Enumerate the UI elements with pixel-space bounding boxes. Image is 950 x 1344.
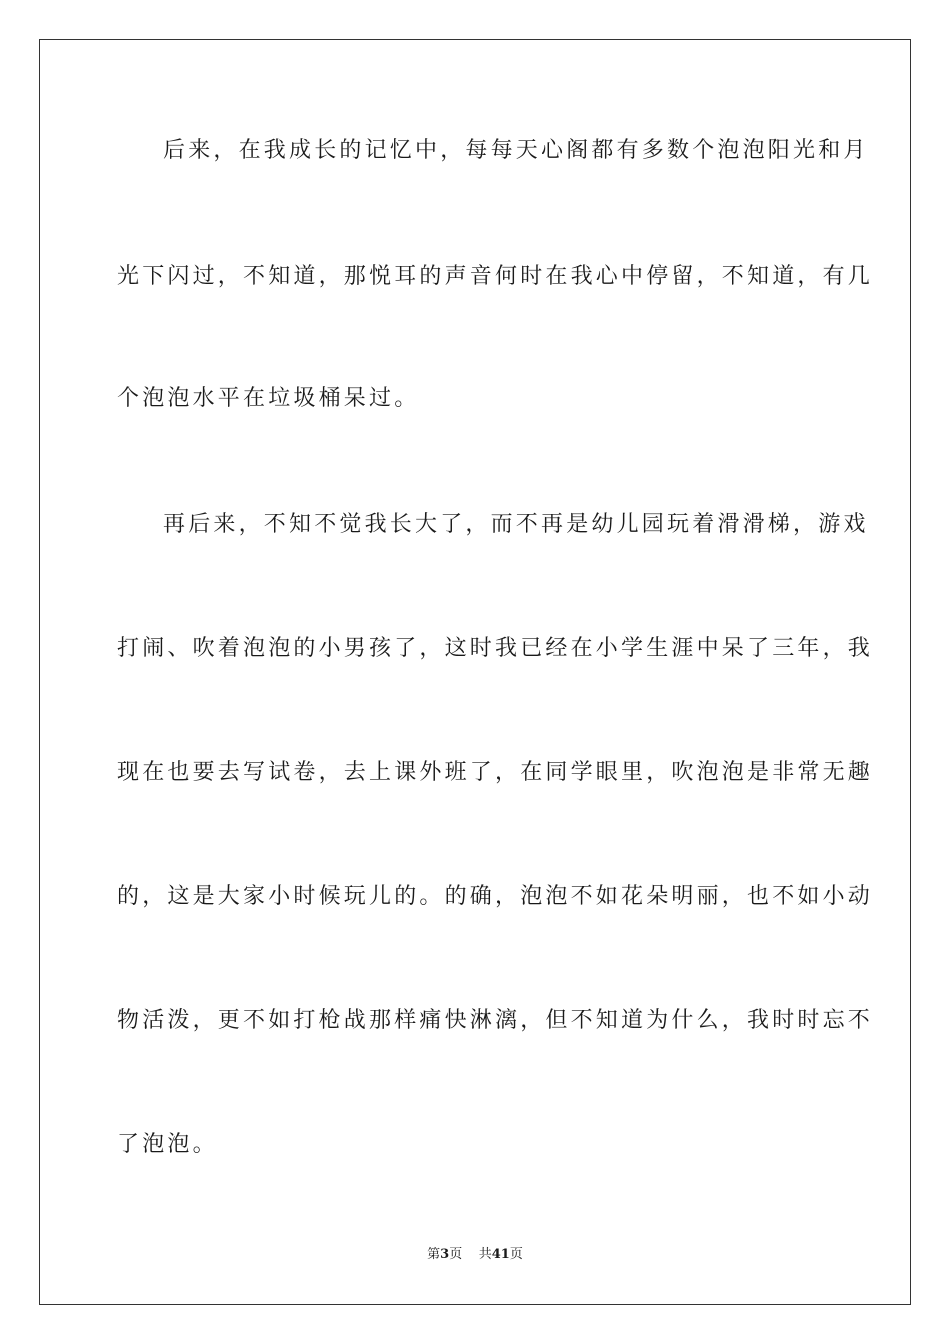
paragraph-2-line-5: 物活泼，更不如打枪战那样痛快淋漓，但不知道为什么，我时时忘不	[117, 1008, 874, 1033]
page-suffix: 页	[449, 1247, 463, 1262]
page-prefix: 第	[427, 1247, 441, 1262]
page-footer	[0, 1246, 950, 1264]
paragraph-2-line-1: 再后来，不知不觉我长大了，而不再是幼儿园玩着滑滑梯，游戏	[163, 512, 869, 537]
paragraph-1-line-2: 光下闪过，不知道，那悦耳的声音何时在我心中停留，不知道，有几	[117, 264, 874, 289]
paragraph-2-line-4: 的，这是大家小时候玩儿的。的确，泡泡不如花朵明丽，也不如小动	[117, 884, 874, 909]
page-border	[39, 39, 911, 1305]
paragraph-2-line-6: 了泡泡。	[117, 1132, 218, 1157]
page-number: 3	[440, 1247, 450, 1262]
paragraph-1-line-3: 个泡泡水平在垃圾桶呆过。	[117, 386, 420, 411]
paragraph-2-line-3: 现在也要去写试卷，去上课外班了，在同学眼里，吹泡泡是非常无趣	[117, 760, 874, 785]
total-pages: 41	[491, 1247, 510, 1262]
total-prefix: 共	[478, 1247, 492, 1262]
paragraph-1-line-1: 后来，在我成长的记忆中，每每天心阁都有多数个泡泡阳光和月	[163, 138, 869, 163]
total-suffix: 页	[509, 1247, 523, 1262]
paragraph-2-line-2: 打闹、吹着泡泡的小男孩了，这时我已经在小学生涯中呆了三年，我	[117, 636, 874, 661]
